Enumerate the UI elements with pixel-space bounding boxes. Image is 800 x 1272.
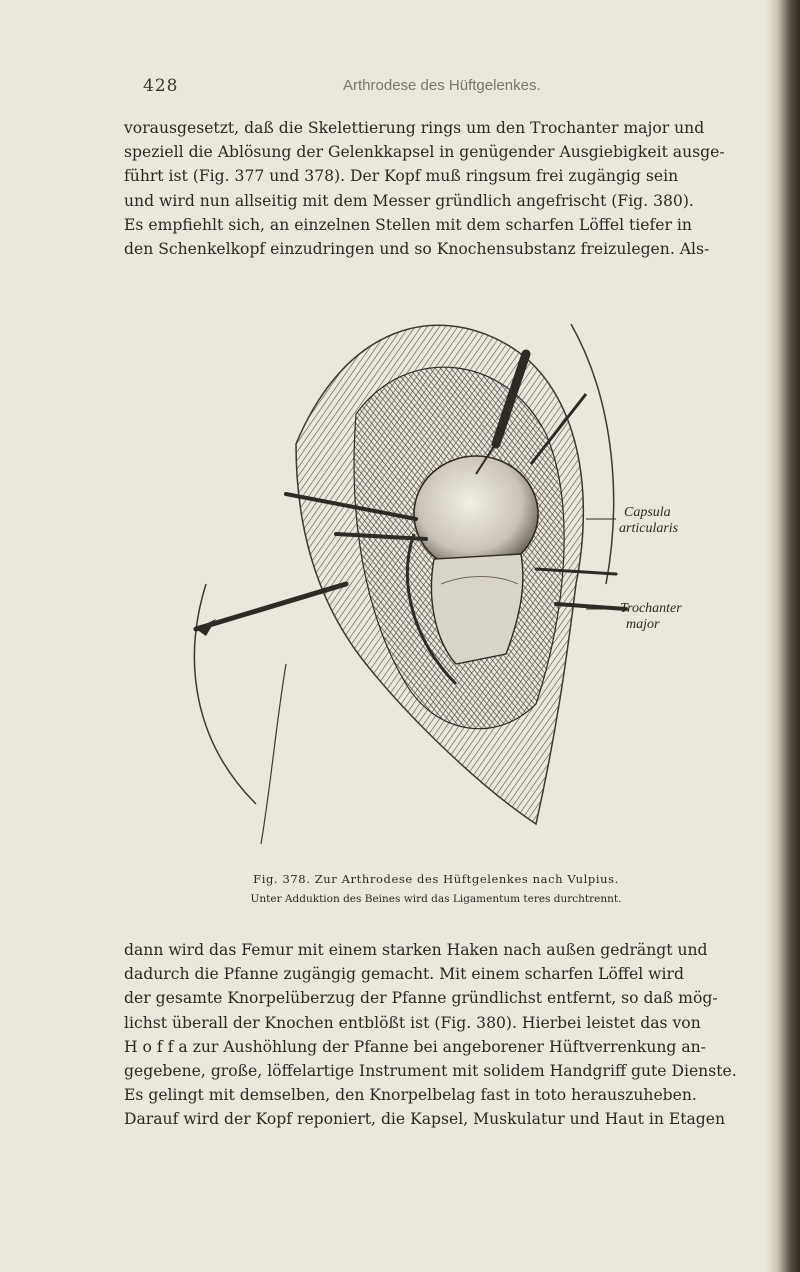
text-line: H o f f a zur Aushöhlung der Pfanne bei angeborener Hüftverrenkung an- xyxy=(124,1037,706,1056)
page-edge-shadow xyxy=(766,0,800,1272)
text-line: lichst überall der Knochen entblößt ist (Fig. 380). Hierbei leistet das von xyxy=(124,1013,701,1032)
surgical-illustration xyxy=(176,284,682,864)
label-capsula: Capsula xyxy=(624,505,671,520)
text-line: der gesamte Knorpelüberzug der Pfanne gründlichst entfernt, so daß mög- xyxy=(124,989,718,1008)
label-articularis: articularis xyxy=(619,521,679,536)
page-header xyxy=(143,76,703,102)
text-line: Darauf wird der Kopf reponiert, die Kapsel, Muskulatur und Haut in Etagen xyxy=(124,1110,726,1129)
hip-arthrodesis-engraving xyxy=(176,284,646,864)
text-line: speziell die Ablösung der Gelenkkapsel in genügender Ausgiebigkeit ausge- xyxy=(124,143,725,162)
text-line: dann wird das Femur mit einem starken Haken nach außen gedrängt und xyxy=(124,941,708,959)
text-line: den Schenkelkopf einzudringen und so Knochensubstanz freizulegen. Als- xyxy=(124,240,710,259)
figure-caption-text: Unter Adduktion des Beines wird das Ligamentum teres durchtrennt. xyxy=(250,893,622,905)
body-paragraph-bottom xyxy=(124,938,748,1132)
label-major: major xyxy=(626,617,660,632)
text-line: vorausgesetzt, daß die Skelettierung rings um den Trochanter major und xyxy=(124,119,705,137)
page-number: 428 xyxy=(143,76,179,96)
text-line: dadurch die Pfanne zugängig gemacht. Mit einem scharfen Löffel wird xyxy=(124,965,684,984)
figure-caption-title: Fig. 378. Zur Arthrodese des Hüftgelenkes nach Vulpius. xyxy=(253,872,619,886)
text-line: Es empfiehlt sich, an einzelnen Stellen mit dem scharfen Löffel tiefer in xyxy=(124,215,692,234)
text-line: gegebene, große, löffelartige Instrument mit solidem Handgriff gute Dienste. xyxy=(124,1062,737,1081)
body-paragraph-top xyxy=(124,116,748,261)
running-title: Arthrodese des Hüftgelenkes. xyxy=(343,77,541,94)
text-line: und wird nun allseitig mit dem Messer gründlich angefrischt (Fig. 380). xyxy=(124,191,694,210)
text-line: Es gelingt mit demselben, den Knorpelbelag fast in toto herauszuheben. xyxy=(124,1086,697,1105)
text-line: führt ist (Fig. 377 und 378). Der Kopf muß ringsum frei zugängig sein xyxy=(124,167,679,186)
label-trochanter: Trochanter xyxy=(620,601,682,616)
